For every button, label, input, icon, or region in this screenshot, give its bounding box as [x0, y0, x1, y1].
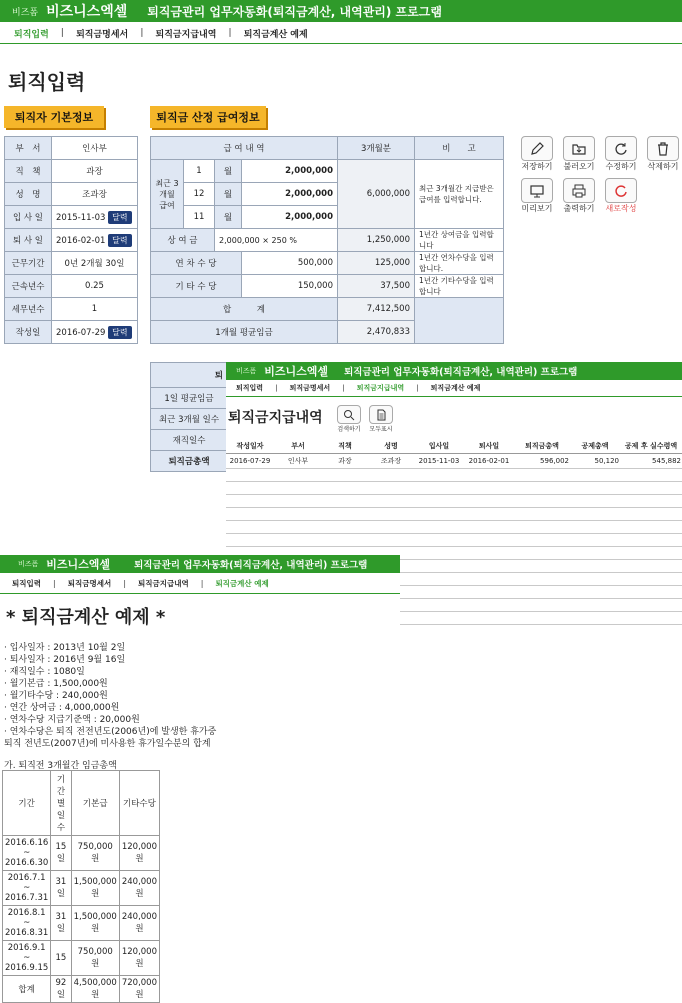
- back-label-daily-avg: 1일 평균임금: [151, 388, 228, 409]
- cell-days: 31일: [51, 871, 71, 906]
- cell-base-pay: 750,000원: [71, 941, 119, 976]
- column-header: 성명: [384, 442, 398, 450]
- calendar-button[interactable]: 달력: [108, 234, 131, 247]
- label-tax-years: 세무년수: [5, 298, 52, 321]
- table-row: [3, 871, 160, 906]
- label-name: 성 명: [5, 183, 52, 206]
- brand-small: 비즈폼: [12, 7, 39, 18]
- menu-item-retire-input[interactable]: 퇴직입력: [12, 578, 41, 588]
- trash-icon: [647, 136, 679, 161]
- brand-name: 비즈니스엑셀: [46, 558, 111, 571]
- header-note: 비 고: [415, 137, 504, 160]
- payment-history-table: [226, 439, 682, 469]
- cell-days: 31일: [51, 906, 71, 941]
- brand-small: 비즈폼: [236, 367, 257, 375]
- menu-item-retire-input[interactable]: 퇴직입력: [236, 384, 264, 392]
- three-month-total: 6,000,000: [338, 160, 415, 229]
- month-3[interactable]: 11: [184, 206, 215, 229]
- text-line: · 월기본급 : 1,500,000원: [4, 679, 108, 689]
- refresh-icon: [605, 136, 637, 161]
- menu-item-payment-history[interactable]: 퇴직금지급내역: [137, 578, 189, 588]
- text-line: · 입사일자 : 2013년 10월 2일: [4, 643, 126, 653]
- month-1-amount[interactable]: 2,000,000: [242, 160, 338, 183]
- table-row: [3, 906, 160, 941]
- menu-item-statement[interactable]: 퇴직금명세서: [76, 29, 129, 40]
- sheet-menu: 퇴직입력 | 퇴직금명세서 | 퇴직금지급내역 | 퇴직금계산 예제: [0, 573, 400, 593]
- monitor-icon: [521, 178, 553, 203]
- app-title: 퇴직금관리 업무자동화(퇴직금계산, 내역관리) 프로그램: [134, 560, 368, 571]
- cell-other: 240,000원: [119, 906, 159, 941]
- label-sum: 합 계: [151, 298, 338, 321]
- edit-button[interactable]: [604, 136, 638, 172]
- column-header: 공제총액: [581, 442, 609, 450]
- search-button[interactable]: [336, 405, 362, 433]
- cell-period: 합계: [3, 976, 51, 1003]
- label-work-period: 근무기간: [5, 252, 52, 275]
- field-work-period: 0년 2개월 30일: [52, 252, 138, 275]
- bonus-cell: [215, 229, 338, 252]
- menu-item-statement[interactable]: 퇴직금명세서: [289, 384, 331, 392]
- save-label: 저장하기: [521, 162, 553, 171]
- menu-item-retire-input[interactable]: 퇴직입력: [14, 29, 49, 40]
- cell-days: 15: [51, 941, 71, 976]
- print-button[interactable]: [562, 178, 596, 214]
- percent-unit: %: [289, 235, 297, 245]
- month-3-amount[interactable]: 2,000,000: [242, 206, 338, 229]
- delete-label: 삭제하기: [647, 162, 679, 171]
- bonus-3months: 1,250,000: [338, 229, 415, 252]
- table-row[interactable]: [226, 454, 682, 469]
- load-label: 불러오기: [563, 162, 595, 171]
- cell-other: 120,000원: [119, 941, 159, 976]
- sheet-menu: 퇴직입력 | 퇴직금명세서 | 퇴직금지급내역 | 퇴직금계산 예제: [226, 380, 682, 396]
- main-menu: 퇴직입력 | 퇴직금명세서 | 퇴직금지급내역 | 퇴직금계산 예제: [6, 24, 316, 42]
- cell-other: 720,000원: [119, 976, 159, 1003]
- month-unit: 월: [215, 206, 242, 229]
- save-button[interactable]: [520, 136, 554, 172]
- column-header: 기간: [3, 771, 51, 836]
- label-monthly-avg: 1개월 평균임금: [151, 321, 338, 344]
- cell-period: 2016.6.16 ~ 2016.6.30: [3, 836, 51, 871]
- cell-name: 조과장: [380, 457, 402, 465]
- brand-name: 비즈니스엑셀: [46, 4, 128, 20]
- printer-icon: [563, 178, 595, 203]
- cell-base-pay: 750,000원: [71, 836, 119, 871]
- page-title: 퇴직입력: [8, 70, 86, 94]
- month-2[interactable]: 12: [184, 183, 215, 206]
- other-allowance-amount[interactable]: 150,000: [242, 275, 338, 298]
- example-description: [4, 642, 216, 772]
- bonus-percent[interactable]: 250: [271, 235, 287, 245]
- menu-item-statement[interactable]: 퇴직금명세서: [67, 578, 112, 588]
- preview-label: 미리보기: [521, 204, 553, 213]
- annual-leave-amount[interactable]: 500,000: [242, 252, 338, 275]
- cell-base-pay: 1,500,000 원: [71, 871, 119, 906]
- load-button[interactable]: [562, 136, 596, 172]
- new-icon: [605, 178, 637, 203]
- field-write-date[interactable]: 2016-07-29: [56, 327, 106, 338]
- sheet-titlebar: [226, 397, 682, 433]
- column-header: 퇴직금총액: [525, 442, 559, 450]
- cell-deduction: 50,120: [594, 457, 619, 465]
- sheet-header: [226, 362, 682, 380]
- menu-item-example[interactable]: 퇴직금계산 예제: [430, 384, 481, 392]
- write-date-cell: [52, 321, 138, 344]
- monthly-avg-value: 2,470,833: [338, 321, 415, 344]
- column-header: 작성일자: [236, 442, 264, 450]
- example-wage-table: [2, 770, 160, 1003]
- brand-name: 비즈니스엑셀: [264, 365, 329, 378]
- cell-other: 240,000원: [119, 871, 159, 906]
- section-wage-info: 퇴직금 산정 급여정보: [150, 106, 266, 128]
- field-dept[interactable]: 인사부: [52, 137, 138, 160]
- document-icon: [369, 405, 393, 424]
- field-position[interactable]: 과장: [52, 160, 138, 183]
- month-unit: 월: [215, 160, 242, 183]
- table-row: [3, 941, 160, 976]
- column-header: 직책: [338, 442, 352, 450]
- label-other-allowance: 기 타 수 당: [151, 275, 242, 298]
- column-header: 기본급: [71, 771, 119, 836]
- label-write-date: 작성일: [5, 321, 52, 344]
- column-header: 퇴사일: [478, 442, 500, 450]
- text-line: · 월기타수당 : 240,000원: [4, 691, 108, 701]
- section-basic-info: 퇴직자 기본정보: [4, 106, 104, 128]
- text-line: · 퇴사일자 : 2016년 9월 16일: [4, 655, 126, 665]
- back-label-recent-days: 최근 3개월 일수: [151, 409, 228, 430]
- divider: [0, 43, 682, 44]
- menu-item-example[interactable]: 퇴직금계산 예제: [243, 29, 308, 40]
- cell-base-pay: 1,500,000 원: [71, 906, 119, 941]
- search-label: 검색하기: [337, 426, 361, 433]
- basic-info-table: [4, 136, 138, 344]
- example-sheet: [0, 555, 400, 1000]
- new-label: 새로작성: [605, 204, 637, 213]
- table-row: [3, 976, 160, 1003]
- calendar-button[interactable]: 달력: [108, 211, 131, 224]
- cell-period: 2016.7.1 ~ 2016.7.31: [3, 871, 51, 906]
- bonus-amount[interactable]: 2,000,000: [219, 235, 260, 245]
- cell-date: 2016-07-29: [229, 457, 271, 465]
- label-dept: 부 서: [5, 137, 52, 160]
- divider: [0, 593, 400, 594]
- cell-other: 120,000원: [119, 836, 159, 871]
- brand-small: 비즈폼: [18, 560, 39, 568]
- note-recent: 최근 3개월간 지급받은 급여를 입력합니다.: [415, 160, 504, 229]
- download-icon: [563, 136, 595, 161]
- other-allowance-3months: 37,500: [338, 275, 415, 298]
- text-line: · 연차수당은 퇴직 전전년도(2006년)에 발생한 휴가중: [4, 727, 217, 737]
- field-join-date[interactable]: 2015-11-03: [56, 212, 106, 223]
- text-line: 퇴직 전년도(2007년)에 미사용한 휴가일수분의 합계: [4, 739, 211, 749]
- field-service-years: 0.25: [52, 275, 138, 298]
- cell-period: 2016.8.1 ~ 2016.8.31: [3, 906, 51, 941]
- app-title: 퇴직금관리 업무자동화(퇴직금계산, 내역관리) 프로그램: [344, 367, 578, 378]
- header-3months: 3개월분: [338, 137, 415, 160]
- app-title: 퇴직금관리 업무자동화(퇴직금계산, 내역관리) 프로그램: [147, 4, 442, 19]
- field-tax-years: 1: [52, 298, 138, 321]
- note-bonus: 1년간 상여금을 입력합니다: [415, 229, 504, 252]
- label-recent-3months: 최근 3개월 급여: [151, 160, 184, 229]
- month-1[interactable]: 1: [184, 160, 215, 183]
- label-position: 직 책: [5, 160, 52, 183]
- back-page-labels: [150, 362, 228, 472]
- cell-net: 545,882: [652, 457, 681, 465]
- header-wage-items: 급 여 내 역: [151, 137, 338, 160]
- label-join-date: 입 사 일: [5, 206, 52, 229]
- menu-item-payment-history[interactable]: 퇴직금지급내역: [356, 384, 405, 392]
- column-header: 입사일: [428, 442, 450, 450]
- back-label-work-days: 재직일수: [151, 430, 228, 451]
- table-row: [3, 836, 160, 871]
- note-other-allowance: 1년간 기타수당을 입력합니다: [415, 275, 504, 298]
- back-label-title: 퇴: [151, 363, 228, 388]
- column-header: 기타수당: [119, 771, 159, 836]
- subheading: 가. 퇴직전 3개월간 임금총액: [4, 761, 117, 771]
- cell-total: 596,002: [540, 457, 569, 465]
- app-header: [0, 0, 682, 22]
- delete-button[interactable]: [646, 136, 680, 172]
- page-title: * 퇴직금계산 예제 *: [6, 607, 166, 628]
- field-name[interactable]: 조과장: [52, 183, 138, 206]
- text-line: · 연차수당 지급기준액 : 20,000원: [4, 715, 140, 725]
- back-label-total: 퇴직금총액: [151, 451, 228, 472]
- new-button[interactable]: [604, 178, 638, 214]
- calendar-button[interactable]: 달력: [108, 326, 131, 339]
- sum-value: 7,412,500: [338, 298, 415, 321]
- menu-item-example[interactable]: 퇴직금계산 예제: [215, 578, 269, 588]
- cell-base-pay: 4,500,000 원: [71, 976, 119, 1003]
- show-all-label: 모두표시: [369, 426, 393, 433]
- page-title: 퇴직금지급내역: [228, 410, 323, 426]
- note-annual-leave: 1년간 연차수당을 입력합니다.: [415, 252, 504, 275]
- text-line: · 연간 상여금 : 4,000,000원: [4, 703, 120, 713]
- label-leave-date: 퇴 사 일: [5, 229, 52, 252]
- label-service-years: 근속년수: [5, 275, 52, 298]
- label-bonus: 상 여 금: [151, 229, 215, 252]
- month-2-amount[interactable]: 2,000,000: [242, 183, 338, 206]
- empty-note: [415, 298, 504, 344]
- leave-date-cell: [52, 229, 138, 252]
- join-date-cell: [52, 206, 138, 229]
- column-header: 기간별일수: [51, 771, 71, 836]
- cell-leave-date: 2016-02-01: [468, 457, 510, 465]
- cell-period: 2016.9.1 ~ 2016.9.15: [3, 941, 51, 976]
- wage-table: [150, 136, 504, 344]
- column-header: 공제 후 실수령액: [624, 442, 678, 450]
- search-icon: [337, 405, 361, 424]
- cell-position: 과장: [338, 457, 352, 465]
- edit-label: 수정하기: [605, 162, 637, 171]
- sheet-header: [0, 555, 400, 573]
- show-all-button[interactable]: [368, 405, 394, 433]
- column-header: 부서: [291, 442, 305, 450]
- annual-leave-3months: 125,000: [338, 252, 415, 275]
- cell-dept: 인사부: [287, 457, 309, 465]
- pencil-icon: [521, 136, 553, 161]
- month-unit: 월: [215, 183, 242, 206]
- field-leave-date[interactable]: 2016-02-01: [56, 235, 106, 246]
- text-line: · 재직일수 : 1080일: [4, 667, 85, 677]
- print-label: 출력하기: [563, 204, 595, 213]
- label-annual-leave: 연 차 수 당: [151, 252, 242, 275]
- cell-join-date: 2015-11-03: [418, 457, 460, 465]
- menu-item-payment-history[interactable]: 퇴직금지급내역: [155, 29, 217, 40]
- times-sign: ×: [262, 235, 269, 245]
- cell-days: 15일: [51, 836, 71, 871]
- preview-button[interactable]: [520, 178, 554, 214]
- cell-days: 92일: [51, 976, 71, 1003]
